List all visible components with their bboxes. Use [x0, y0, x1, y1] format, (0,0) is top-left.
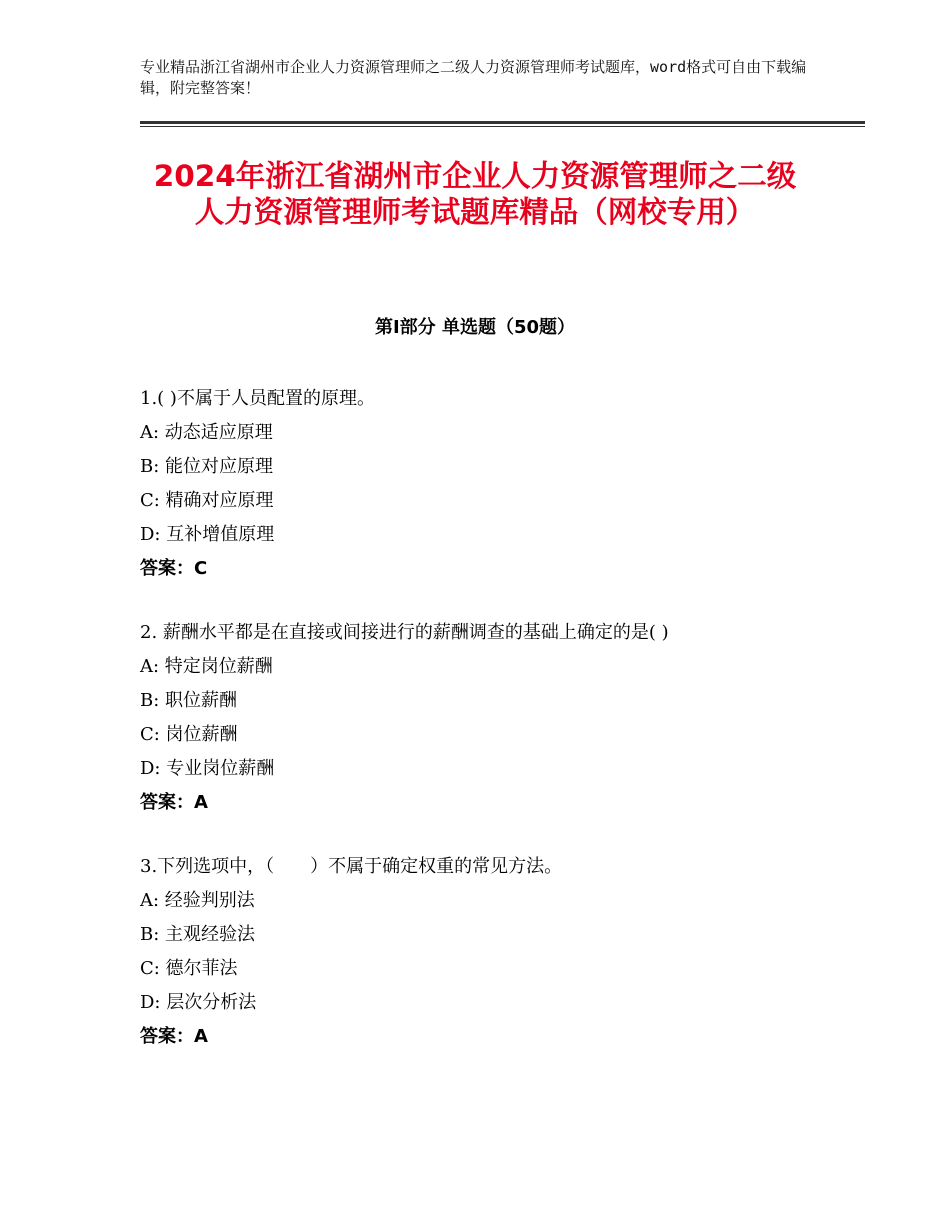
option-a: A: 特定岗位薪酬	[140, 656, 273, 677]
question-1	[140, 382, 840, 586]
question-list	[140, 382, 840, 1084]
header-divider	[140, 121, 865, 127]
document-title: 2024年浙江省湖州市企业人力资源管理师之二级人力资源管理师考试题库精品（网校专用）	[153, 159, 797, 229]
answer-line: 答案：A	[140, 792, 208, 813]
option-d: D: 互补增值原理	[140, 524, 275, 545]
option-c: C: 岗位薪酬	[140, 724, 238, 745]
answer-line: 答案：C	[140, 558, 208, 579]
option-c: C: 德尔菲法	[140, 958, 238, 979]
option-b: B: 职位薪酬	[140, 690, 238, 711]
section-heading: 第Ⅰ部分 单选题（50题）	[374, 317, 575, 338]
option-a: A: 动态适应原理	[140, 422, 273, 443]
answer-line: 答案：A	[140, 1026, 208, 1047]
question-2	[140, 616, 840, 820]
question-stem: 1.( )不属于人员配置的原理。	[140, 388, 375, 409]
option-b: B: 能位对应原理	[140, 456, 274, 477]
option-d: D: 层次分析法	[140, 992, 257, 1013]
option-d: D: 专业岗位薪酬	[140, 758, 275, 779]
question-stem: 2. 薪酬水平都是在直接或间接进行的薪酬调查的基础上确定的是( )	[140, 622, 669, 643]
option-a: A: 经验判别法	[140, 890, 255, 911]
question-stem: 3.下列选项中，（ ）不属于确定权重的常见方法。	[140, 856, 563, 877]
question-3	[140, 850, 840, 1054]
option-b: B: 主观经验法	[140, 924, 256, 945]
option-c: C: 精确对应原理	[140, 490, 274, 511]
header-note: 专业精品浙江省湖州市企业人力资源管理师之二级人力资源管理师考试题库，word格式可自由下载编辑，附完整答案！	[140, 58, 807, 97]
